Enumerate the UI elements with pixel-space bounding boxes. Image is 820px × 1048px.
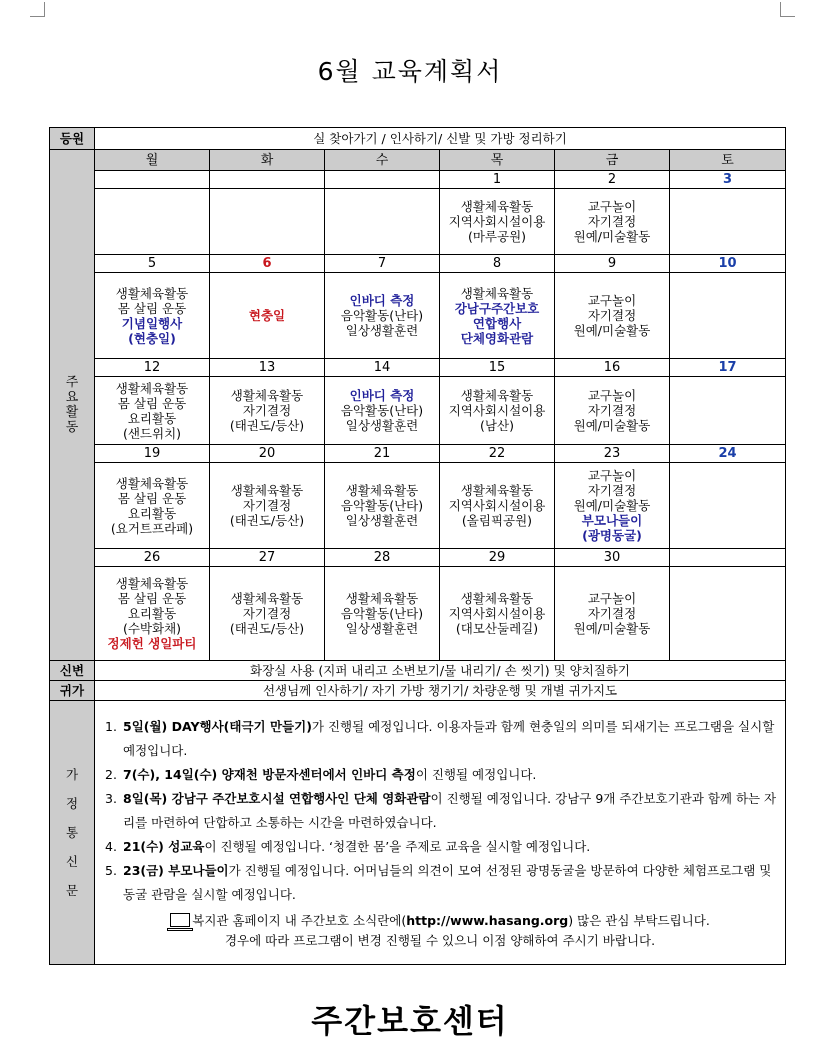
hygiene-label: 신변: [50, 661, 95, 681]
date-number: 28: [325, 549, 440, 567]
notice-footer: [95, 911, 785, 951]
activity-line: 음악활동(난타): [340, 403, 424, 418]
weekday-header-row: [50, 150, 786, 171]
date-number: [670, 549, 786, 567]
newsletter-row: [50, 701, 786, 965]
activity-cell: [670, 377, 786, 445]
activity-row: [50, 273, 786, 359]
activity-highlight: 정제헌 생일파티: [107, 636, 197, 651]
notice-text: 가 진행될 예정입니다. 어머님들의 의견이 모여 선정된 광명동굴을 방문하여 다양한 체험프로그램 및 동굴 관람을 실시할 예정입니다.: [123, 863, 772, 902]
activity-line: 생활체육활동: [345, 591, 419, 606]
activity-line: 지역사회시설이용: [448, 498, 546, 513]
notice-list: [95, 715, 785, 907]
activity-line: 지역사회시설이용: [448, 214, 546, 229]
hygiene-row: [50, 661, 786, 681]
date-number: 10: [670, 255, 786, 273]
date-number: 8: [440, 255, 555, 273]
activity-line: 원예/미술활동: [573, 498, 651, 513]
footer-text: ) 많은 관심 부탁드립니다.: [568, 913, 710, 928]
activity-line: 교구놀이: [587, 591, 637, 606]
activity-cell: [555, 463, 670, 549]
notice-highlight: 5일(월) DAY행사(태극기 만들기): [123, 719, 312, 734]
notice-text: 이 진행될 예정입니다. ‘청결한 몸’을 주제로 교육을 실시할 예정입니다.: [204, 839, 591, 854]
activity-cell: [95, 189, 210, 255]
activity-cell: [210, 463, 325, 549]
activity-line: 교구놀이: [587, 293, 637, 308]
activity-line: 몸 살림 운동: [117, 490, 187, 506]
date-number: 24: [670, 445, 786, 463]
activity-line: 자기결정: [587, 483, 637, 498]
main-label-char: 요: [65, 390, 79, 405]
weekday-header: 목: [440, 150, 555, 171]
activity-line: 생활체육활동: [460, 285, 534, 301]
activity-row: [50, 189, 786, 255]
activity-line: 생활체육활동: [230, 388, 304, 403]
notice-number: 2.: [105, 767, 117, 782]
activity-cell: [670, 463, 786, 549]
activity-line: 자기결정: [587, 214, 637, 229]
notice-number: 4.: [105, 839, 117, 854]
activity-line: 원예/미술활동: [573, 229, 651, 244]
notice-number: 3.: [105, 791, 117, 806]
activity-highlight: 현충일: [248, 308, 286, 323]
going-home-text: 선생님께 인사하기/ 자기 가방 챙기기/ 차량운행 및 개별 귀가지도: [95, 681, 786, 701]
activity-cell: [325, 273, 440, 359]
activity-cell: [440, 567, 555, 661]
activity-cell: [670, 273, 786, 359]
weekday-header: 월: [95, 150, 210, 171]
activity-line: 생활체육활동: [230, 591, 304, 606]
main-label-char: 주: [65, 375, 79, 390]
date-number: 14: [325, 359, 440, 377]
hygiene-text: 화장실 사용 (지퍼 내리고 소변보기/물 내리기/ 손 씻기) 및 양치질하기: [95, 661, 786, 681]
notice-number: 5.: [105, 863, 117, 878]
date-number: 5: [95, 255, 210, 273]
arrival-label: 등원: [50, 128, 95, 150]
activity-highlight: 인바디 측정: [349, 388, 415, 403]
activity-line: 몸 살림 운동: [117, 591, 187, 606]
activity-cell: [555, 273, 670, 359]
activity-line: 생활체육활동: [460, 483, 534, 498]
activity-cell: [325, 567, 440, 661]
page-corner-mark: [780, 2, 795, 17]
date-number: 22: [440, 445, 555, 463]
activity-line: 자기결정: [587, 403, 637, 418]
newsletter-label-char: 가: [65, 767, 79, 782]
activity-cell: [210, 567, 325, 661]
notice-highlight: 21(수) 성교육: [123, 839, 205, 854]
date-number: [210, 171, 325, 189]
activity-cell: [95, 377, 210, 445]
activity-row: [50, 377, 786, 445]
date-number: 7: [325, 255, 440, 273]
activity-cell: [440, 189, 555, 255]
date-number: 15: [440, 359, 555, 377]
date-number: 3: [670, 171, 786, 189]
notice-item: [95, 835, 783, 859]
activity-line: 생활체육활동: [345, 483, 419, 498]
activity-cell: [210, 273, 325, 359]
date-number: 16: [555, 359, 670, 377]
date-number: 23: [555, 445, 670, 463]
activity-line: 요리활동: [127, 505, 177, 521]
activity-highlight: (광명동굴): [582, 528, 642, 543]
activity-line: (태권도/등산): [229, 513, 305, 528]
activity-line: 생활체육활동: [115, 380, 189, 396]
activity-line: 생활체육활동: [230, 483, 304, 498]
page-corner-mark: [30, 2, 45, 17]
date-number: 19: [95, 445, 210, 463]
weekday-header: 수: [325, 150, 440, 171]
main-label-char: 활: [65, 405, 79, 420]
activity-row: [50, 463, 786, 549]
activity-cell: [210, 189, 325, 255]
notice-text: 가 진행될 예정입니다. 이용자들과 함께 현충일의 의미를 되새기는 프로그램을 실시할 예정입니다.: [123, 719, 775, 758]
date-number: 30: [555, 549, 670, 567]
weekday-header: 토: [670, 150, 786, 171]
activity-line: (샌드위치): [122, 425, 182, 441]
computer-icon: [170, 913, 190, 927]
activity-cell: [440, 273, 555, 359]
activity-line: 교구놀이: [587, 199, 637, 214]
date-row: [50, 549, 786, 567]
activity-line: 자기결정: [587, 606, 637, 621]
main-activities-label: [50, 150, 95, 661]
activity-highlight: 부모나들이: [581, 513, 643, 528]
activity-line: 자기결정: [242, 498, 292, 513]
activity-cell: [440, 463, 555, 549]
notice-item: [95, 715, 783, 763]
notice-highlight: 8일(목) 강남구 주간보호시설 연합행사인 단체 영화관람: [123, 791, 431, 806]
activity-line: 지역사회시설이용: [448, 606, 546, 621]
activity-line: 교구놀이: [587, 468, 637, 483]
going-home-label: 귀가: [50, 681, 95, 701]
newsletter-label-char: 신: [65, 854, 79, 869]
date-number: 20: [210, 445, 325, 463]
date-row: [50, 359, 786, 377]
activity-cell: [95, 567, 210, 661]
activity-cell: [210, 377, 325, 445]
activity-cell: [670, 189, 786, 255]
activity-line: (태권도/등산): [229, 621, 305, 636]
notice-item: [95, 787, 783, 835]
activity-line: (요거트프라페): [110, 520, 194, 536]
activity-cell: [440, 377, 555, 445]
newsletter-label-char: 정: [65, 796, 79, 811]
activity-line: 일상생활훈련: [345, 323, 419, 338]
activity-line: 자기결정: [587, 308, 637, 323]
date-number: 12: [95, 359, 210, 377]
date-number: 29: [440, 549, 555, 567]
activity-cell: [555, 567, 670, 661]
activity-cell: [670, 567, 786, 661]
activity-line: 생활체육활동: [460, 591, 534, 606]
homepage-link[interactable]: http://www.hasang.org: [406, 913, 569, 928]
date-number: 17: [670, 359, 786, 377]
activity-line: (대모산둘레길): [455, 621, 539, 636]
activity-cell: [325, 189, 440, 255]
activity-line: 음악활동(난타): [340, 308, 424, 323]
activity-highlight: 강남구주간보호: [454, 300, 540, 316]
activity-line: 생활체육활동: [115, 475, 189, 491]
activity-line: 요리활동: [127, 606, 177, 621]
notice-text: 이 진행될 예정입니다.: [415, 767, 537, 782]
activity-cell: [325, 463, 440, 549]
activity-line: (남산): [480, 418, 514, 433]
activity-line: 원예/미술활동: [573, 418, 651, 433]
newsletter-label-char: 문: [65, 883, 79, 898]
activity-line: 음악활동(난타): [340, 498, 424, 513]
activity-line: 원예/미술활동: [573, 323, 651, 338]
activity-cell: [555, 189, 670, 255]
activity-highlight: 연합행사: [472, 315, 522, 331]
date-number: 1: [440, 171, 555, 189]
date-number: 9: [555, 255, 670, 273]
notice-item: [95, 859, 783, 907]
weekday-header: 화: [210, 150, 325, 171]
activity-highlight: 인바디 측정: [349, 293, 415, 308]
activity-line: (올림픽공원): [461, 513, 533, 528]
notice-highlight: 23(금) 부모나들이: [123, 863, 229, 878]
activity-line: 생활체육활동: [460, 388, 534, 403]
newsletter-label-char: 통: [65, 825, 79, 840]
main-label-char: 동: [65, 420, 79, 435]
organization-name: 주간보호센터: [311, 1002, 509, 1040]
notice-item: [95, 763, 783, 787]
footer-text: 복지관 홈페이지 내 주간보호 소식란에(: [192, 913, 407, 928]
activity-line: 생활체육활동: [115, 576, 189, 591]
date-row: [50, 171, 786, 189]
activity-line: (마루공원): [467, 229, 527, 244]
arrival-row: [50, 128, 786, 150]
date-number: 13: [210, 359, 325, 377]
activity-cell: [95, 273, 210, 359]
activity-line: 일상생활훈련: [345, 513, 419, 528]
activity-line: (수박화채): [122, 621, 182, 636]
activity-line: 생활체육활동: [115, 285, 189, 301]
date-number: [95, 171, 210, 189]
activity-line: 몸 살림 운동: [117, 300, 187, 316]
activity-line: 음악활동(난타): [340, 606, 424, 621]
activity-line: 일상생활훈련: [345, 621, 419, 636]
date-number: 27: [210, 549, 325, 567]
date-number: 26: [95, 549, 210, 567]
notice-number: 1.: [105, 719, 117, 734]
activity-highlight: (현충일): [128, 330, 176, 346]
going-home-row: [50, 681, 786, 701]
notice-text: 이 진행될 예정입니다. 강남구 9개 주간보호기관과 함께 하는 자리를 마련하여 단합하고 소통하는 시간을 마련하였습니다.: [123, 791, 777, 830]
activity-line: 지역사회시설이용: [448, 403, 546, 418]
weekday-header: 금: [555, 150, 670, 171]
date-number: [325, 171, 440, 189]
arrival-text: 실 찾아가기 / 인사하기/ 신발 및 가방 정리하기: [95, 128, 786, 150]
date-number: 2: [555, 171, 670, 189]
activity-line: 교구놀이: [587, 388, 637, 403]
activity-line: 요리활동: [127, 410, 177, 426]
education-plan-table: [49, 127, 786, 965]
date-row: [50, 445, 786, 463]
activity-line: (태권도/등산): [229, 418, 305, 433]
activity-row: [50, 567, 786, 661]
activity-line: 몸 살림 운동: [117, 395, 187, 411]
activity-line: 일상생활훈련: [345, 418, 419, 433]
activity-line: 자기결정: [242, 606, 292, 621]
page-title: 6월 교육계획서: [317, 57, 503, 86]
activity-line: 자기결정: [242, 403, 292, 418]
activity-cell: [555, 377, 670, 445]
activity-highlight: 기념일행사: [121, 315, 183, 331]
footer-disclaimer: 경우에 따라 프로그램이 변경 진행될 수 있으니 이점 양해하여 주시기 바랍니다.: [224, 933, 656, 948]
activity-highlight: 단체영화관람: [460, 330, 534, 346]
activity-cell: [95, 463, 210, 549]
activity-line: 생활체육활동: [460, 199, 534, 214]
newsletter-label: [50, 701, 95, 965]
newsletter-content: [95, 701, 786, 965]
notice-highlight: 7(수), 14일(수) 양재천 방문자센터에서 인바디 측정: [123, 767, 416, 782]
activity-line: 원예/미술활동: [573, 621, 651, 636]
date-row: [50, 255, 786, 273]
activity-cell: [325, 377, 440, 445]
date-number: 6: [210, 255, 325, 273]
date-number: 21: [325, 445, 440, 463]
